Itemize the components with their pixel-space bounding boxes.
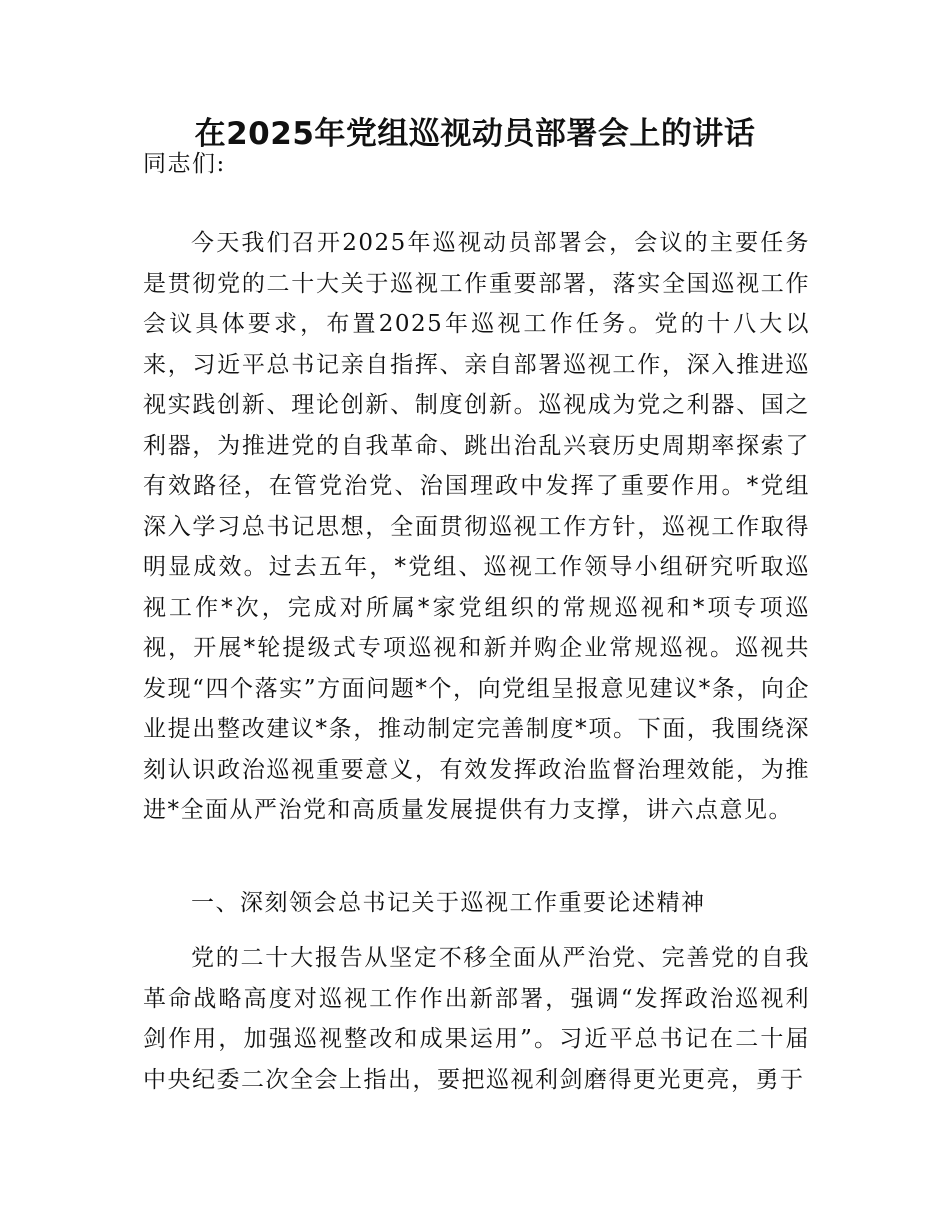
paragraph: 党的二十大报告从坚定不移全面从严治党、完善党的自我革命战略高度对巡视工作作出新部署，强调“发挥政治巡视利剑作用，加强巡视整改和成果运用”。习近平总书记在二十届中央纪委二次全会上指出，要把巡视利剑磨得更光更亮，勇于 <box>143 945 810 1093</box>
document-title: 在2025年党组巡视动员部署会上的讲话 <box>194 116 756 152</box>
salutation: 同志们: <box>143 151 226 177</box>
paragraph: 今天我们召开2025年巡视动员部署会，会议的主要任务是贯彻党的二十大关于巡视工作重要部署，落实全国巡视工作会议具体要求，布置2025年巡视工作任务。党的十八大以来，习近平总书记亲自指挥、亲自部署巡视工作，深入推进巡视实践创新、理论创新、制度创新。巡视成为党之利器、国之利器，为推进党的自我革命、跳出治乱兴衰历史周期率探索了有效路径，在管党治党、治国理政中发挥了重要作用。*党组深入学习总书记思想，全面贯彻巡视工作方针，巡视工作取得明显成效。过去五年，*党组、巡视工作领导小组研究听取巡视工作*次，完成对所属*家党组织的常规巡视和*项专项巡视，开展*轮提级式专项巡视和新并购企业常规巡视。巡视共发现“四个落实”方面问题*个，向党组呈报意见建议*条，向企业提出整改建议*条，推动制定完善制度*项。下面，我围绕深刻认识政治巡视重要意义，有效发挥政治监督治理效能，为推进*全面从严治党和高质量发展提供有力支撑，讲六点意见。 <box>143 230 810 823</box>
section-heading: 一、深刻领会总书记关于巡视工作重要论述精神 <box>191 890 706 916</box>
